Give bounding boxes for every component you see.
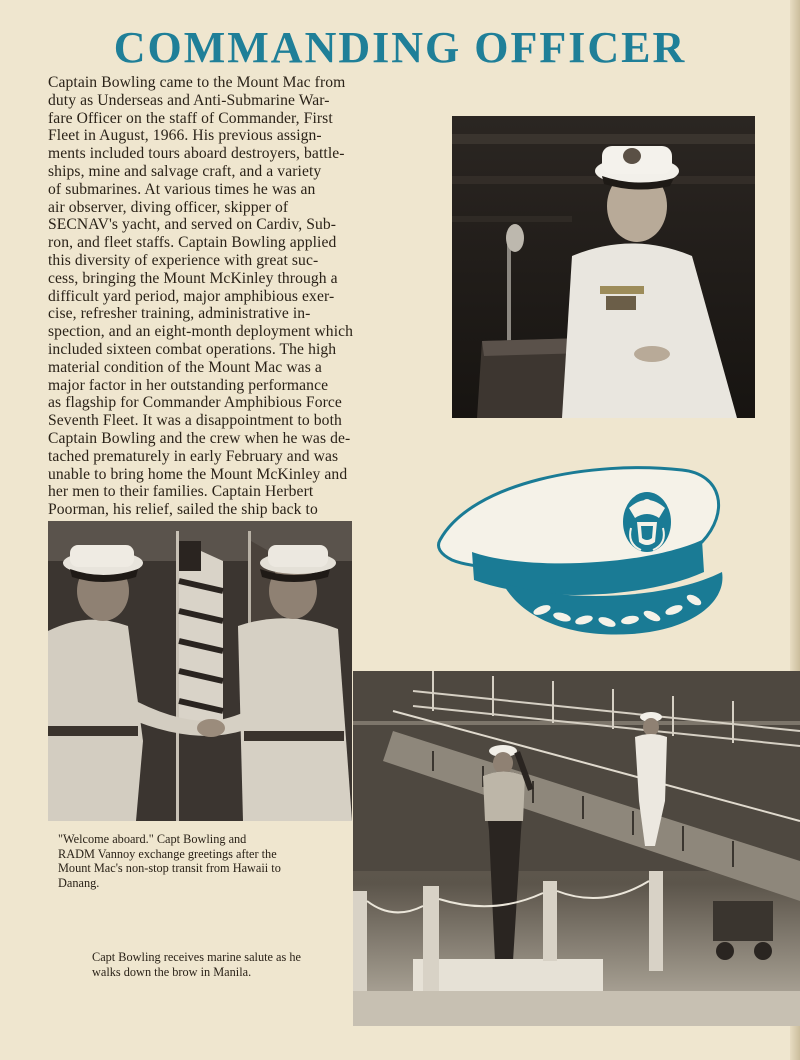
caption-line: Danang.	[58, 875, 100, 890]
caption-line: Mount Mac's non-stop transit from Hawaii to	[58, 861, 281, 875]
body-line: major factor in her outstanding performance	[48, 376, 329, 394]
body-line: tached prematurely in early February and was	[48, 447, 339, 465]
body-line: ron, and fleet staffs. Captain Bowling applied	[48, 234, 337, 252]
salute-photo	[353, 671, 800, 1026]
body-line: as flagship for Commander Amphibious Force	[48, 394, 342, 412]
body-line: Captain Bowling came to the Mount Mac from	[48, 74, 346, 91]
handshake-photo	[48, 521, 352, 821]
caption-line: RADM Vannoy exchange greetings after the	[58, 846, 277, 861]
body-line: ments included tours aboard destroyers, battle-	[48, 145, 345, 163]
body-line: unable to bring home the Mount McKinley and	[48, 465, 348, 483]
body-line: spection, and an eight-month deployment which	[48, 323, 354, 341]
body-line: Seventh Fleet. It was a disappointment to both	[48, 412, 342, 430]
body-line: fare Officer on the staff of Commander, First	[48, 109, 333, 127]
body-line: SECNAV's yacht, and served on Cardiv, Sub-	[48, 216, 337, 234]
body-line: cise, refresher training, administrative in-	[48, 305, 311, 323]
body-line: included sixteen combat operations. The high	[48, 340, 337, 358]
caption-line: walks down the brow in Manila.	[92, 964, 252, 979]
page-title: COMMANDING OFFICER	[113, 23, 687, 72]
officer-cap-illustration	[432, 452, 732, 642]
body-line: her men to their families. Captain Herbert	[48, 483, 314, 501]
body-line: Poorman, his relief, sailed the ship back to	[48, 501, 318, 519]
body-line: duty as Underseas and Anti-Submarine War-	[48, 91, 330, 109]
body-line: Captain Bowling and the crew when he was de-	[48, 429, 351, 447]
caption-line: "Welcome aboard." Capt Bowling and	[58, 832, 247, 846]
salute-caption	[92, 950, 342, 979]
body-line: material condition of the Mount Mac was a	[48, 358, 322, 376]
body-line: this diversity of experience with great suc-	[48, 251, 319, 269]
body-line: cess, bringing the Mount McKinley through a	[48, 269, 338, 287]
body-line: Fleet in August, 1966. His previous assign-	[48, 127, 322, 145]
article-body	[48, 74, 428, 537]
body-line: difficult yard period, major amphibious exer-	[48, 287, 335, 305]
body-line: of submarines. At various times he was an	[48, 180, 316, 198]
captain-podium-photo	[452, 116, 755, 418]
caption-line: Capt Bowling receives marine salute as he	[92, 950, 301, 964]
body-line: air observer, diving officer, skipper of	[48, 198, 289, 216]
handshake-caption	[58, 832, 343, 890]
body-line: ships, mine and salvage craft, and a variety	[48, 162, 322, 180]
